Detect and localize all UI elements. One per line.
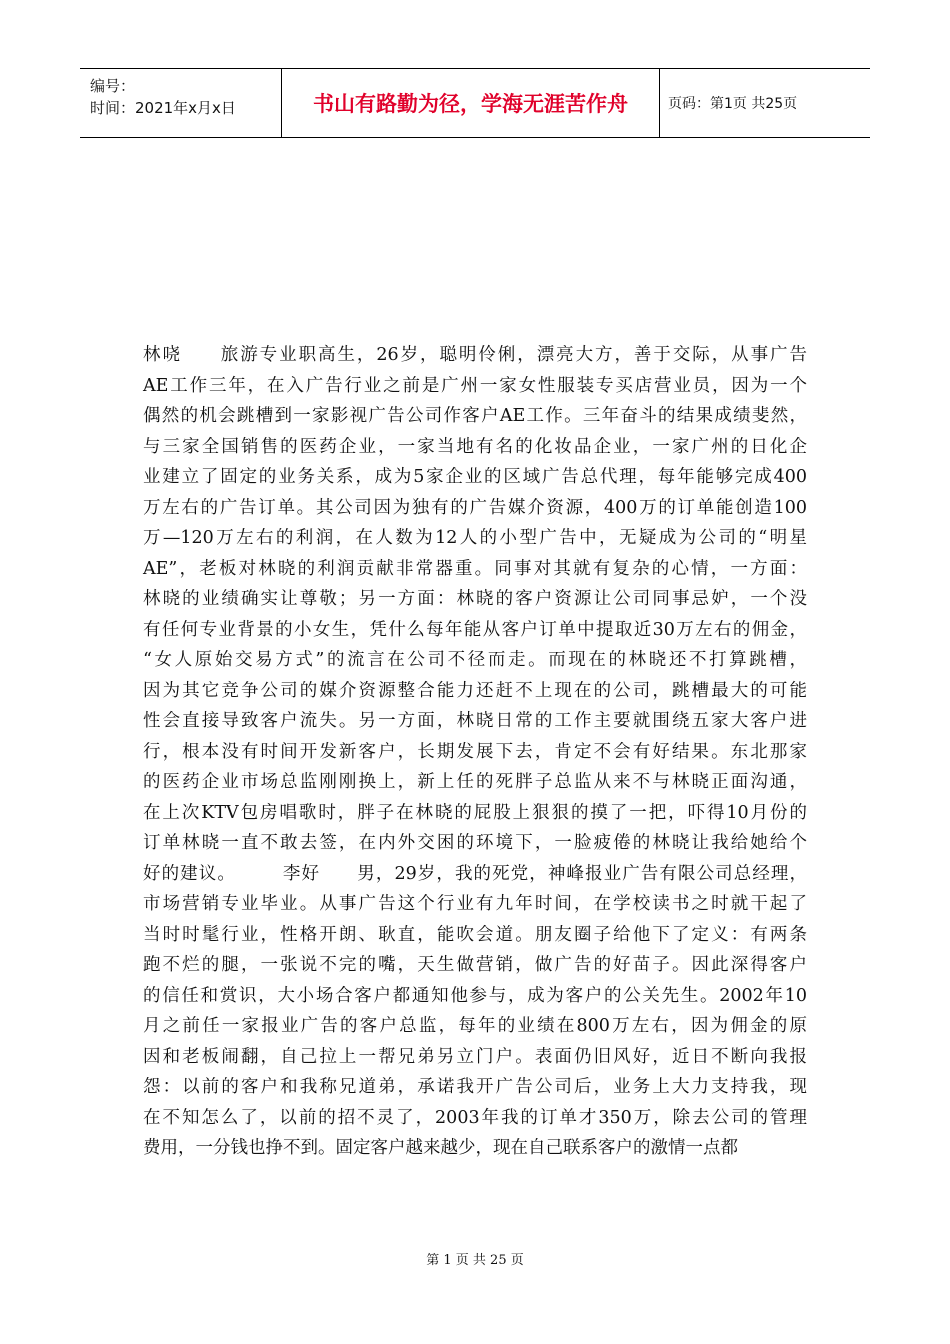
body-text — [143, 340, 807, 1164]
text-line: AE”，老板对林晓的利润贡献非常器重。同事对其就有复杂的心情，一方面： — [143, 558, 807, 579]
page-footer: 第 1 页 共 25 页 — [426, 1253, 524, 1268]
text-line: 与三家全国销售的医药企业，一家当地有名的化妆品企业，一家广州的日化企 — [143, 436, 807, 457]
text-line: 有任何专业背景的小女生，凭什么每年能从客户订单中提取近30万左右的佣金， — [143, 619, 807, 640]
text-line: 的医药企业市场总监刚刚换上，新上任的死胖子总监从来不与林晓正面沟通， — [143, 772, 807, 792]
document-number-label: 编号： — [90, 77, 136, 95]
text-line: “女人原始交易方式”的流言在公司不径而走。而现在的林晓还不打算跳槽， — [143, 650, 807, 670]
header-page-info: 页码：第1页 共25页 — [668, 96, 798, 112]
text-line: 万左右的广告订单。其公司因为独有的广告媒介资源，400万的订单能创造100 — [143, 497, 807, 518]
text-line: 市场营销专业毕业。从事广告这个行业有九年时间，在学校读书之时就干起了 — [143, 894, 807, 914]
text-line: 性会直接导致客户流失。另一方面，林晓日常的工作主要就围绕五家大客户进 — [143, 711, 807, 731]
text-line: 订单林晓一直不敢去签，在内外交困的环境下，一脸疲倦的林晓让我给她给个 — [143, 833, 807, 853]
text-line: 怨：以前的客户和我称兄道弟，承诺我开广告公司后，业务上大力支持我，现 — [143, 1077, 807, 1097]
text-line: AE工作三年，在入广告行业之前是广州一家女性服装专买店营业员，因为一个 — [143, 375, 807, 396]
header-motto: 书山有路勤为径，学海无涯苦作舟 — [282, 69, 660, 137]
text-line: 的信任和赏识，大小场合客户都通知他参与，成为客户的公关先生。2002年10 — [143, 985, 807, 1006]
text-line: 跑不烂的腿，一张说不完的嘴，天生做营销，做广告的好苗子。因此深得客户 — [143, 955, 807, 975]
document-date: 时间：2021年x月x日 — [90, 99, 236, 117]
header-meta-cell — [80, 69, 282, 137]
text-line: 林哓 旅游专业职高生，26岁，聪明伶俐，漂亮大方，善于交际，从事广告 — [143, 345, 807, 365]
text-line: 当时时髦行业，性格开朗、耿直，能吹会道。朋友圈子给他下了定义：有两条 — [143, 924, 807, 945]
text-line: 业建立了固定的业务关系，成为5家企业的区域广告总代理，每年能够完成400 — [143, 467, 807, 487]
text-line: 好的建议。 李好 男，29岁，我的死党，神峰报业广告有限公司总经理， — [143, 863, 807, 884]
document-header — [80, 68, 870, 138]
text-line: 行，根本没有时间开发新客户，长期发展下去，肯定不会有好结果。东北那家 — [143, 741, 807, 762]
text-line: 在上次KTV包房唱歌时，胖子在林晓的屁股上狠狠的摸了一把，吓得10月份的 — [143, 802, 807, 823]
text-line: 月之前任一家报业广告的客户总监，每年的业绩在800万左右，因为佣金的原 — [143, 1016, 807, 1036]
text-line: 在不知怎么了，以前的招不灵了，2003年我的订单才350万，除去公司的管理 — [143, 1107, 807, 1128]
text-line: 林晓的业绩确实让尊敬；另一方面：林晓的客户资源让公司同事忌妒，一个没 — [143, 589, 807, 609]
text-line: 因和老板闹翻，自己拉上一帮兄弟另立门户。表面仍旧风好，近日不断向我报 — [143, 1046, 807, 1067]
text-line: 万—120万左右的利润，在人数为12人的小型广告中，无疑成为公司的“明星 — [143, 528, 807, 548]
text-line: 因为其它竞争公司的媒介资源整合能力还赶不上现在的公司，跳槽最大的可能 — [143, 680, 807, 701]
text-line: 费用，一分钱也挣不到。固定客户越来越少，现在自己联系客户的激情一点都 — [143, 1138, 738, 1158]
text-line: 偶然的机会跳槽到一家影视广告公司作客户AE工作。三年奋斗的结果成绩斐然， — [143, 406, 807, 426]
